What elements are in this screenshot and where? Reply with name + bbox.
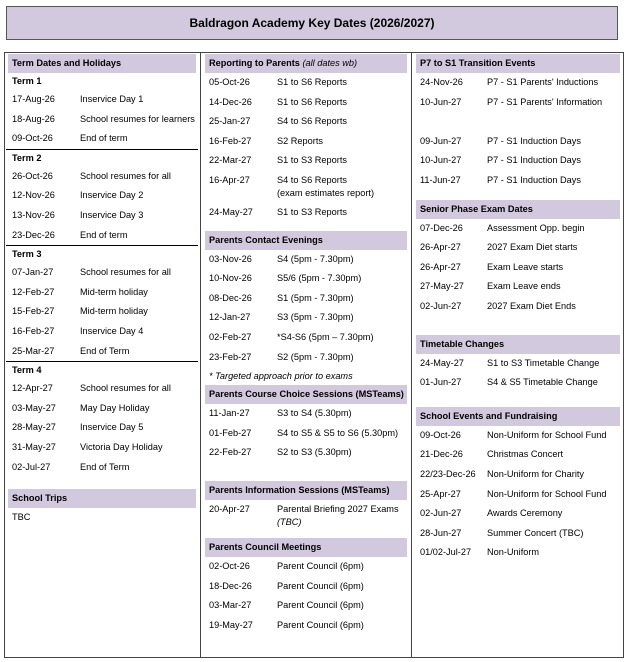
list-item: 22-Mar-27 S1 to S3 Reports <box>209 155 347 166</box>
list-item: 23-Dec-26 End of term <box>12 229 128 240</box>
list-item: 10-Nov-26 S5/6 (5pm - 7.30pm) <box>209 273 362 284</box>
list-item: 05-Oct-26 S1 to S6 Reports <box>209 77 347 87</box>
list-item: 09-Oct-26 End of term <box>12 133 128 144</box>
list-item: 08-Dec-26 S1 (5pm - 7.30pm) <box>209 292 354 303</box>
list-item: 10-Jun-27 P7 - S1 Induction Days <box>420 155 581 166</box>
section-heading-note: (all dates wb) <box>302 58 358 68</box>
row-text: S4 to S6 Reports <box>277 174 347 185</box>
list-item <box>412 112 624 132</box>
list-item: 15-Feb-27 Mid-term holiday <box>12 306 148 317</box>
list-item: 25-Mar-27 End of Term <box>12 345 130 356</box>
section-heading-transition: P7 to S1 Transition Events <box>416 54 620 73</box>
section-heading-timetable: Timetable Changes <box>416 335 620 354</box>
list-item: 16-Apr-27 S4 to S6 Reports (exam estimates report) <box>209 174 375 198</box>
list-item: 24-May-27 S1 to S3 Reports <box>209 206 347 217</box>
list-item: 21-Dec-26 Christmas Concert <box>420 449 564 460</box>
section-heading-school-trips: School Trips <box>8 489 196 508</box>
list-item: 18-Dec-26 Parent Council (6pm) <box>209 580 364 591</box>
section-heading-reporting <box>205 54 407 73</box>
list-item: 24-May-27 S1 to S3 Timetable Change <box>420 357 600 368</box>
list-item: 26-Apr-27 Exam Leave starts <box>420 261 564 272</box>
term-heading: Term 3 <box>12 249 42 260</box>
list-item: 19-May-27 Parent Council (6pm) <box>209 619 364 630</box>
list-item: 11-Jan-27 S3 to S4 (5.30pm) <box>209 408 352 419</box>
list-item: 16-Feb-27 Inservice Day 4 <box>12 325 144 336</box>
list-item: 25-Jan-27 S4 to S6 Reports <box>209 116 347 127</box>
list-item: 27-May-27 Exam Leave ends <box>420 281 561 292</box>
section-heading-term-dates: Term Dates and Holidays <box>8 54 196 73</box>
list-item: 22-Feb-27 S2 to S3 (5.30pm) <box>209 447 352 458</box>
footnote: * Targeted approach prior to exams <box>209 371 353 382</box>
term-heading: Term 4 <box>12 365 42 376</box>
list-item: 23-Feb-27 S2 (5pm - 7.30pm) <box>209 351 354 362</box>
section-heading-events: School Events and Fundraising <box>416 407 620 426</box>
list-item: 12-Nov-26 Inservice Day 2 <box>12 190 144 201</box>
term-heading: Term 2 <box>12 152 42 163</box>
list-item: 02-Jun-27 Awards Ceremony <box>420 508 563 519</box>
list-item: 17-Aug-26 Inservice Day 1 <box>12 94 144 104</box>
list-item: 28-May-27 Inservice Day 5 <box>12 422 144 433</box>
list-item: 12-Feb-27 Mid-term holiday <box>12 286 148 297</box>
school-trips-text: TBC <box>12 512 31 523</box>
section-heading-course-choice: Parents Course Choice Sessions (MSTeams) <box>205 385 407 404</box>
list-item: 03-Mar-27 Parent Council (6pm) <box>209 600 364 611</box>
row-text: Parental Briefing 2027 Exams <box>277 503 399 514</box>
section-heading-senior-exams: Senior Phase Exam Dates <box>416 200 620 219</box>
list-item: 26-Apr-27 2027 Exam Diet starts <box>420 242 578 253</box>
section-heading-text: Reporting to Parents <box>209 58 300 68</box>
list-item: 03-May-27 May Day Holiday <box>12 402 150 413</box>
list-item: 31-May-27 Victoria Day Holiday <box>12 441 163 452</box>
list-item: 22/23-Dec-26 Non-Uniform for Charity <box>420 468 585 479</box>
list-item: 28-Jun-27 Summer Concert (TBC) <box>420 527 584 538</box>
list-item: 02-Jun-27 2027 Exam Diet Ends <box>420 300 576 311</box>
list-item: 18-Aug-26 School resumes for learners <box>12 113 195 124</box>
page-title: Baldragon Academy Key Dates (2026/2027) <box>6 6 618 40</box>
list-item: 02-Feb-27 *S4-S6 (5pm – 7.30pm) <box>209 331 374 342</box>
list-item: 03-Nov-26 S4 (5pm - 7.30pm) <box>209 253 354 264</box>
column-parents <box>200 52 411 658</box>
list-item: 01-Feb-27 S4 to S5 & S5 to S6 (5.30pm) <box>209 427 399 438</box>
list-item: 12-Jan-27 S3 (5pm - 7.30pm) <box>209 312 354 323</box>
list-item: 25-Apr-27 Non-Uniform for School Fund <box>420 488 607 499</box>
list-item: 07-Dec-26 Assessment Opp. begin <box>420 222 585 233</box>
section-heading-contact-evenings: Parents Contact Evenings <box>205 231 407 250</box>
list-item: 20-Apr-27 Parental Briefing 2027 Exams (TBC) <box>209 503 399 527</box>
list-item: 01/02-Jul-27 Non-Uniform <box>420 547 540 558</box>
row-text-extra: (exam estimates report) <box>277 187 375 198</box>
section-heading-info-sessions: Parents Information Sessions (MSTeams) <box>205 481 407 500</box>
list-item: 24-Nov-26 P7 - S1 Parents' Inductions <box>420 77 599 87</box>
list-item: 26-Oct-26 School resumes for all <box>12 170 171 181</box>
list-item: 10-Jun-27 P7 - S1 Parents' Information <box>420 96 603 107</box>
list-item: 13-Nov-26 Inservice Day 3 <box>12 209 144 220</box>
column-events <box>411 52 624 658</box>
list-item: 12-Apr-27 School resumes for all <box>12 383 171 394</box>
column-term-dates <box>4 52 200 658</box>
section-heading-council: Parents Council Meetings <box>205 538 407 557</box>
list-item: 16-Feb-27 S2 Reports <box>209 135 323 146</box>
list-item: 01-Jun-27 S4 & S5 Timetable Change <box>420 377 598 388</box>
term-heading: Term 1 <box>12 76 42 86</box>
row-text-extra: (TBC) <box>277 516 302 527</box>
list-item: 09-Oct-26 Non-Uniform for School Fund <box>420 429 607 440</box>
list-item: 02-Jul-27 End of Term <box>12 461 130 472</box>
list-item: 02-Oct-26 Parent Council (6pm) <box>209 560 364 571</box>
list-item: 07-Jan-27 School resumes for all <box>12 267 171 278</box>
list-item: 09-Jun-27 P7 - S1 Induction Days <box>420 135 581 146</box>
list-item: 11-Jun-27 P7 - S1 Induction Days <box>420 174 581 185</box>
list-item: 14-Dec-26 S1 to S6 Reports <box>209 96 347 107</box>
